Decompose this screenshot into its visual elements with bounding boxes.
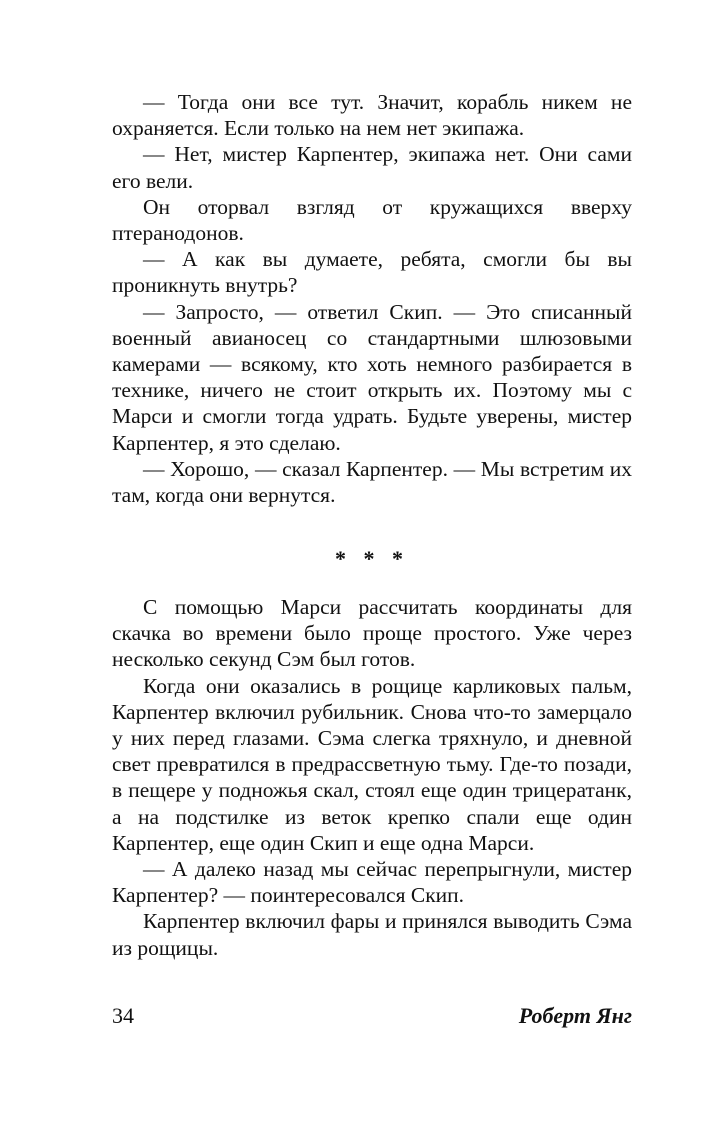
paragraph: — Хорошо, — сказал Карпентер. — Мы встретим их там, когда они вернутся. [112, 456, 632, 508]
running-footer-author: Роберт Янг [518, 1003, 632, 1028]
text-block-lower [112, 594, 632, 961]
paragraph: — А далеко назад мы сейчас перепрыгнули, мистер Карпентер? — поинтересовался Скип. [112, 857, 632, 908]
page-number: 34 [112, 1003, 134, 1028]
paragraph: — Запросто, — ответил Скип. — Это списанный военный авианосец со стандартными шлюзовыми камерами — всякому, кто хоть немного разбирается в технике, ничего не стоит открыть их. Поэтому мы с Марси и смогли тогда удрать. Будьте уверены, мистер Карпентер, я это сделаю. [112, 299, 632, 455]
text-block-upper [112, 89, 632, 508]
paragraph: — Нет, мистер Карпентер, экипажа нет. Они сами его вели. [112, 142, 632, 193]
paragraph: С помощью Марси рассчитать координаты для скачка во времени было проще простого. Уже через несколько секунд Сэм был готов. [112, 595, 632, 672]
paragraph: Он оторвал взгляд от кружащихся вверху птеранодонов. [112, 194, 632, 246]
paragraph: — А как вы думаете, ребята, смогли бы вы проникнуть внутрь? [112, 247, 632, 298]
section-separator: * * * [335, 546, 409, 571]
paragraph: Когда они оказались в рощице карликовых пальм, Карпентер включил рубильник. Снова что-то замерцало у них перед глазами. Сэма слегка тряхнуло, и дневной свет превратился в предрассветную тьму. Где-то позади, в пещере у подножья скал, стоял еще один трицератанк, а на подстилке из веток крепко спали еще один Карпентер, еще один Скип и еще одна Марси. [112, 673, 632, 855]
paragraph: Карпентер включил фары и принялся выводить Сэма из рощицы. [112, 909, 632, 960]
paragraph: — Тогда они все тут. Значит, корабль никем не охраняется. Если только на нем нет экипажа. [112, 90, 632, 141]
